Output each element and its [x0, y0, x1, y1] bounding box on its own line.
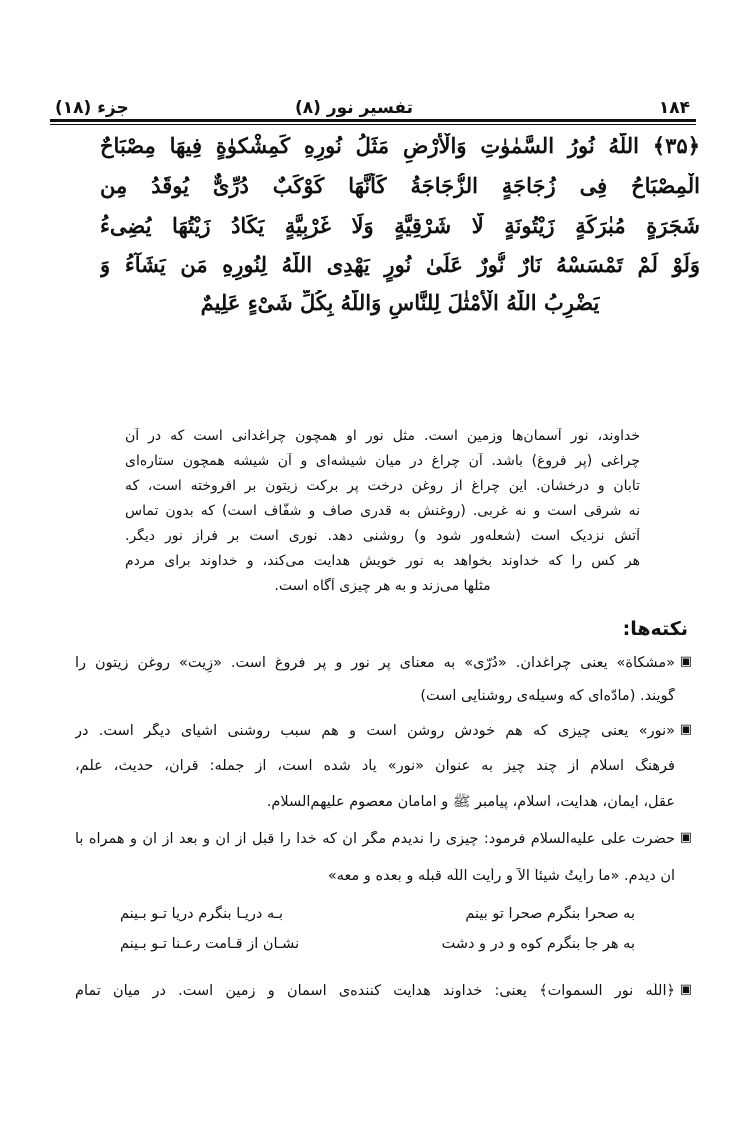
poem-hemistich: بـه دریـا بنگرم دریا تـو بـینم [120, 906, 284, 922]
note-line: «نور» یعنی چیزی که هم خودش روشن است و هم سبب روشنی اشیای دیگر است. در [75, 723, 675, 739]
note-line: گویند. (مادّه‌ای که وسیله‌ی روشنایی است) [420, 688, 675, 704]
bullet-icon: ▣ [679, 722, 692, 737]
note-line: حضرت علی علیه‌السلام فرمود: چیزی را ندیدم مگر آن که خدا را قبل از آن و بعد از آن و همراه با [75, 831, 675, 847]
bullet-icon: ▣ [679, 982, 692, 997]
translation-line: تابان و درخشان. این چراغ از روغن درخت پر برکت زیتون بر افروخته است، که [125, 478, 640, 494]
translation-line: آتش نزدیک است (شعله‌ور شود و) روشنی دهد. نوری است بر فراز نور دیگر. [125, 528, 640, 544]
verse-line: يَضْرِبُ اللّهُ الْأَمْثٰلَ لِلنَّاسِ وَاللّهُ بِكُلِّ شَىْءٍ عَلِيمٌ [200, 290, 600, 315]
header-rule-thin [50, 124, 696, 125]
bullet-icon: ▣ [679, 830, 692, 845]
verse-line: ﴿۳۵﴾ اللّهُ نُورُ السَّمٰوٰتِ وَالْأَرْضِ مَثَلُ نُورِهِ كَمِشْكوٰةٍ فِيهَا مِصْبَاحٌ [100, 133, 700, 158]
verse-line: وَلَوْ لَمْ تَمْسَسْهُ نَارٌ نُّورٌ عَلَىٰ نُورٍ يَهْدِى اللّهُ لِنُورِهِ مَن يَشَآءُ وَ [100, 252, 700, 277]
poem-hemistich: به صحرا بنگرم صحرا تو بینم [465, 906, 635, 922]
note-line: فرهنگ اسلام از چند چیز به عنوان «نور» یاد شده است، از جمله: قرآن، حدیث، علم، [75, 758, 675, 774]
bullet-icon: ▣ [679, 654, 692, 669]
notes-heading: نکته‌ها: [622, 618, 688, 640]
translation-line: هر کس را که خداوند بخواهد به نور خویش هدایت می‌کند، و خداوند برای مردم [125, 553, 640, 569]
translation-line: نه شرقی است و نه غربی. (روغنش به قدری صاف و شفّاف است) که بدون تماس [125, 503, 640, 519]
verse-line: الْمِصْبَاحُ فِى زُجَاجَةٍ الزُّجَاجَةُ كَأَنَّهَا كَوْكَبٌ دُرِّىٌّ يُوقَدُ مِن [100, 173, 700, 198]
translation-line: مثلها می‌زند و به هر چیزی آگاه است. [274, 578, 491, 594]
note-line: «مشکاة» یعنی چراغدان. «دُرّی» به معنای پر نور و پر فروغ است. «زِیت» روغن زیتون را [75, 655, 675, 671]
note-line: عقل، ایمان، هدایت، اسلام، پیامبر ﷺ و امامان معصوم علیهم‌السلام. [266, 794, 675, 810]
page-number: ۱۸۴ [658, 98, 690, 118]
header-rule [50, 119, 696, 122]
running-title: تفسیر نور (۸) [295, 98, 414, 118]
poem-hemistich: نشـان از قـامت رعـنا تـو بـینم [120, 936, 300, 952]
note-line: آن دیدم. «ما رأیتُ شیئاً الاّ و رأیت اللّه قبله و بعده و معه» [327, 868, 675, 884]
translation-line: خداوند، نور آسمان‌ها وزمین است. مثل نور او همچون چراغدانی است که در آن [125, 428, 640, 444]
part-label: جزء (۱۸) [55, 98, 129, 118]
poem-hemistich: به هر جا بنگرم کوه و در و دشت [441, 936, 635, 952]
note-line: ﴿اللّه نور السموات﴾ یعنی: خداوند هدایت کننده‌ی آسمان و زمین است. در میان تمام [75, 983, 675, 999]
verse-line: شَجَرَةٍ مُبٰرَكَةٍ زَيْتُونَةٍ لَّا شَرْقِيَّةٍ وَلَا غَرْبِيَّةٍ يَكَادُ زَيْتُهَا يُضِىءُ [100, 213, 700, 238]
translation-line: چراغی (پر فروغ) باشد. آن چراغ در میان شیشه‌ای و آن شیشه همچون ستاره‌ای [125, 453, 640, 469]
